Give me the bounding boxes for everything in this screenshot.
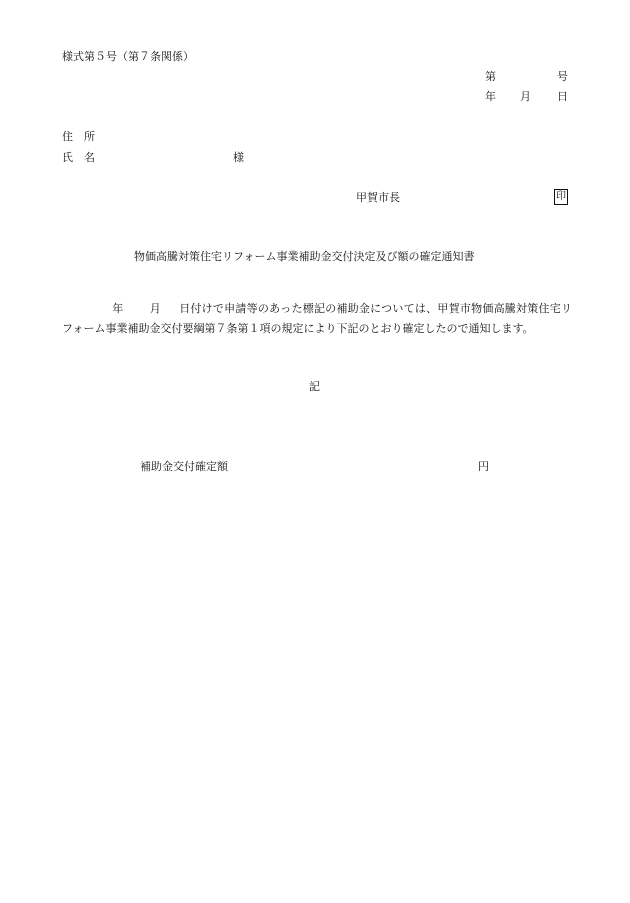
date-year: 年 — [485, 90, 496, 103]
document-title: 物価高騰対策住宅リフォーム事業補助金交付決定及び額の確定通知書 — [134, 250, 475, 263]
notice-body — [62, 299, 572, 339]
date-month: 月 — [520, 90, 531, 103]
amount-unit: 円 — [478, 460, 489, 473]
address-label: 住 所 — [62, 130, 95, 143]
form-reference: 様式第５号（第７条関係） — [62, 50, 194, 63]
body-year: 年 — [112, 302, 124, 315]
number-prefix: 第 — [485, 70, 496, 83]
amount-label: 補助金交付確定額 — [140, 460, 228, 473]
body-text: 日付けで申請等のあった標記の補助金については、甲賀市物価高騰対策住宅リフォーム事業補助金交付要綱第７条第１項の規定により下記のとおり確定したので通知します。 — [62, 302, 573, 335]
ki-heading: 記 — [309, 380, 320, 393]
date-day: 日 — [557, 90, 568, 103]
body-month: 月 — [149, 302, 161, 315]
number-suffix: 号 — [557, 70, 568, 83]
issuer-title: 甲賀市長 — [356, 191, 400, 204]
name-label: 氏 名 — [62, 151, 95, 164]
honorific: 様 — [233, 151, 244, 164]
seal-mark: 印 — [554, 189, 568, 205]
recipient-name-row — [62, 151, 262, 165]
